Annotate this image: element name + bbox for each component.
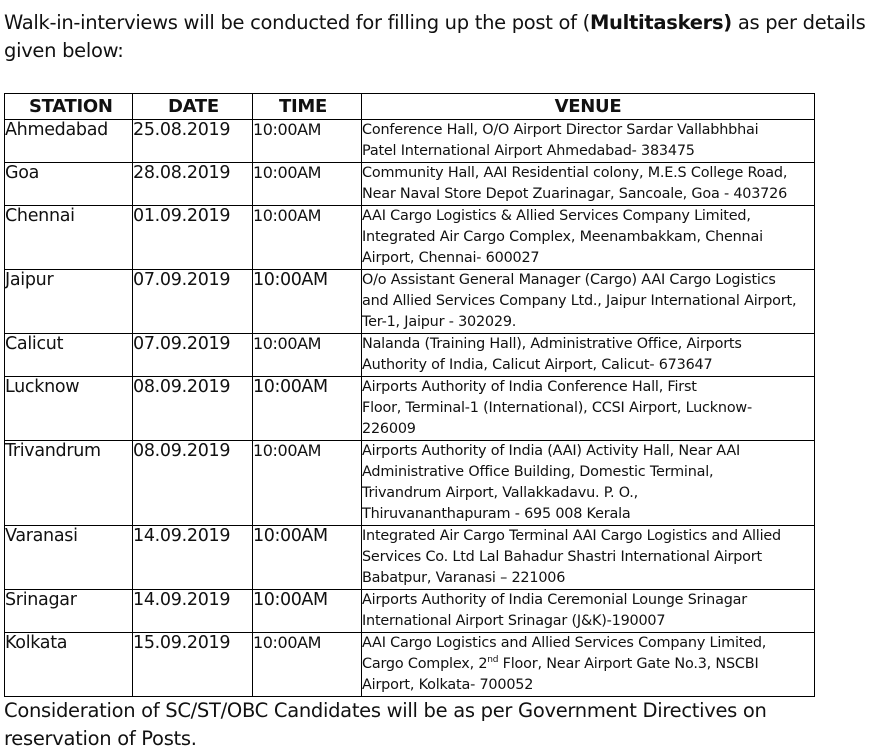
venue-line: Community Hall, AAI Residential colony, M.E.S College Road,	[362, 165, 788, 181]
venue-line: Services Co. Ltd Lal Bahadur Shastri International Airport	[362, 549, 762, 565]
venue-line: Floor, Terminal-1 (International), CCSI Airport, Lucknow-	[362, 400, 752, 416]
table-row	[5, 590, 815, 633]
time-cell: 10:00AM	[253, 590, 362, 633]
station-cell: Calicut	[5, 334, 133, 377]
date-cell: 25.08.2019	[133, 120, 253, 163]
station-cell: Goa	[5, 163, 133, 206]
table-row	[5, 163, 815, 206]
venue-line: Airports Authority of India Ceremonial Lounge Srinagar	[362, 592, 747, 608]
intro-paragraph	[4, 9, 870, 65]
intro-text-after: as per details given below:	[4, 11, 866, 62]
venue-cell	[362, 590, 815, 633]
venue-cell	[362, 377, 815, 441]
table-header-row	[5, 94, 815, 120]
venue-line: AAI Cargo Logistics & Allied Services Company Limited,	[362, 208, 751, 224]
time-cell: 10:00AM	[253, 377, 362, 441]
interview-schedule-table	[4, 93, 815, 697]
venue-cell	[362, 270, 815, 334]
venue-line: Nalanda (Training Hall), Administrative Office, Airports	[362, 336, 742, 352]
table-row	[5, 441, 815, 526]
station-cell: Srinagar	[5, 590, 133, 633]
date-cell: 08.09.2019	[133, 441, 253, 526]
table-row	[5, 120, 815, 163]
table-row	[5, 206, 815, 270]
venue-line: Airports Authority of India Conference Hall, First	[362, 379, 697, 395]
header-venue: VENUE	[362, 94, 815, 120]
venue-line: Integrated Air Cargo Terminal AAI Cargo Logistics and Allied	[362, 528, 781, 544]
table-row	[5, 633, 815, 697]
header-station: STATION	[5, 94, 133, 120]
venue-cell	[362, 206, 815, 270]
venue-line: 226009	[362, 421, 416, 437]
venue-line: Conference Hall, O/O Airport Director Sardar Vallabhbhai	[362, 122, 759, 138]
venue-line: International Airport Srinagar (J&K)-190007	[362, 613, 666, 629]
header-date: DATE	[133, 94, 253, 120]
venue-line: Administrative Office Building, Domestic Terminal,	[362, 464, 714, 480]
station-cell: Chennai	[5, 206, 133, 270]
venue-line: AAI Cargo Logistics and Allied Services Company Limited,	[362, 635, 767, 651]
venue-text: Cargo Complex, 2	[362, 656, 488, 672]
date-cell: 15.09.2019	[133, 633, 253, 697]
time-cell: 10:00AM	[253, 206, 362, 270]
date-cell: 07.09.2019	[133, 334, 253, 377]
time-cell: 10:00AM	[253, 526, 362, 590]
table-row	[5, 377, 815, 441]
ordinal-suffix: nd	[487, 655, 499, 666]
venue-cell	[362, 441, 815, 526]
venue-line: Ter-1, Jaipur - 302029.	[362, 314, 517, 330]
table-row	[5, 526, 815, 590]
venue-line: O/o Assistant General Manager (Cargo) AAI Cargo Logistics	[362, 272, 776, 288]
venue-cell	[362, 334, 815, 377]
venue-text: Floor, Near Airport Gate No.3, NSCBI	[498, 656, 759, 672]
venue-line: Thiruvananthapuram - 695 008 Kerala	[362, 506, 631, 522]
venue-line: Authority of India, Calicut Airport, Calicut- 673647	[362, 357, 713, 373]
date-cell: 28.08.2019	[133, 163, 253, 206]
date-cell: 14.09.2019	[133, 526, 253, 590]
venue-line: Patel International Airport Ahmedabad- 383475	[362, 143, 695, 159]
footer-note: Consideration of SC/ST/OBC Candidates will be as per Government Directives on reservation of Posts.	[4, 699, 767, 750]
station-cell: Lucknow	[5, 377, 133, 441]
venue-line: Trivandrum Airport, Vallakkadavu. P. O.,	[362, 485, 639, 501]
venue-line	[362, 654, 814, 675]
venue-line: Integrated Air Cargo Complex, Meenambakkam, Chennai	[362, 229, 763, 245]
venue-cell	[362, 526, 815, 590]
venue-line: Airport, Chennai- 600027	[362, 250, 540, 266]
venue-line: Airports Authority of India (AAI) Activity Hall, Near AAI	[362, 443, 741, 459]
station-cell: Jaipur	[5, 270, 133, 334]
venue-cell	[362, 633, 815, 697]
post-name: Multitaskers)	[589, 11, 732, 34]
station-cell: Ahmedabad	[5, 120, 133, 163]
venue-cell	[362, 120, 815, 163]
time-cell: 10:00AM	[253, 163, 362, 206]
header-time: TIME	[253, 94, 362, 120]
date-cell: 14.09.2019	[133, 590, 253, 633]
time-cell: 10:00AM	[253, 270, 362, 334]
table-row	[5, 334, 815, 377]
time-cell: 10:00AM	[253, 441, 362, 526]
venue-line: Near Naval Store Depot Zuarinagar, Sancoale, Goa - 403726	[362, 186, 788, 202]
time-cell: 10:00AM	[253, 120, 362, 163]
venue-cell	[362, 163, 815, 206]
date-cell: 08.09.2019	[133, 377, 253, 441]
table-row	[5, 270, 815, 334]
station-cell: Varanasi	[5, 526, 133, 590]
time-cell: 10:00AM	[253, 334, 362, 377]
intro-text-before: Walk-in-interviews will be conducted for filling up the post of (	[4, 11, 590, 34]
time-cell: 10:00AM	[253, 633, 362, 697]
venue-line: Babatpur, Varanasi – 221006	[362, 570, 566, 586]
station-cell: Kolkata	[5, 633, 133, 697]
venue-line: and Allied Services Company Ltd., Jaipur International Airport,	[362, 293, 797, 309]
station-cell: Trivandrum	[5, 441, 133, 526]
venue-line: Airport, Kolkata- 700052	[362, 677, 534, 693]
date-cell: 07.09.2019	[133, 270, 253, 334]
date-cell: 01.09.2019	[133, 206, 253, 270]
